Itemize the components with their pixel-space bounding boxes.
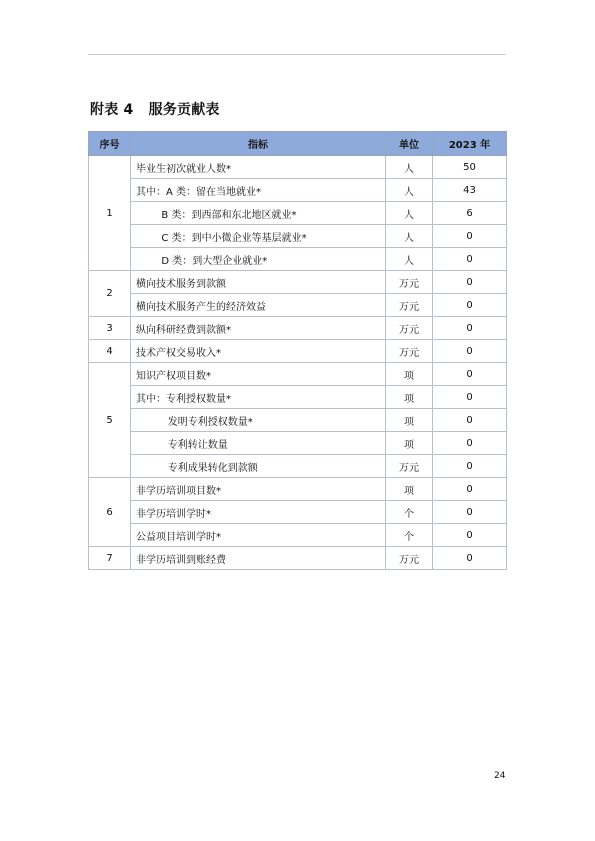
table-row [89,340,507,363]
row-number: 4 [89,340,131,363]
unit-cell: 人 [386,156,433,179]
value-cell: 0 [433,386,507,409]
indicator-cell: 横向技术服务产生的经济效益 [131,294,386,317]
unit-cell: 项 [386,432,433,455]
indicator-cell: 其中：A 类：留在当地就业* [131,179,386,202]
value-cell: 0 [433,363,507,386]
indicator-cell: 专利成果转化到款额 [131,455,386,478]
indicator-cell: 其中：专利授权数量* [131,386,386,409]
value-cell: 50 [433,156,507,179]
unit-cell: 万元 [386,271,433,294]
indicator-cell: 毕业生初次就业人数* [131,156,386,179]
indicator-cell: 非学历培训到账经费 [131,547,386,570]
service-contribution-table [88,131,507,570]
table-row [89,455,507,478]
unit-cell: 人 [386,225,433,248]
value-cell: 0 [433,294,507,317]
value-cell: 0 [433,547,507,570]
indicator-cell: 专利转让数量 [131,432,386,455]
table-header-row [89,132,507,156]
unit-cell: 个 [386,501,433,524]
indicator-cell: 横向技术服务到款额 [131,271,386,294]
unit-cell: 人 [386,179,433,202]
unit-cell: 人 [386,248,433,271]
table-row [89,225,507,248]
indicator-cell: 知识产权项目数* [131,363,386,386]
unit-cell: 人 [386,202,433,225]
value-cell: 0 [433,317,507,340]
indicator-cell: 纵向科研经费到款额* [131,317,386,340]
table-row [89,409,507,432]
row-number: 2 [89,271,131,317]
indicator-cell: 非学历培训项目数* [131,478,386,501]
table-row [89,386,507,409]
unit-cell: 项 [386,386,433,409]
row-number: 1 [89,156,131,271]
page-number: 24 [494,771,506,781]
unit-cell: 万元 [386,294,433,317]
unit-cell: 万元 [386,455,433,478]
table-title: 附表 4 服务贡献表 [90,102,220,118]
header-num: 序号 [89,132,131,156]
header-unit: 单位 [386,132,433,156]
value-cell: 6 [433,202,507,225]
unit-cell: 个 [386,524,433,547]
table-row [89,156,507,179]
indicator-cell: C 类：到中小微企业等基层就业* [131,225,386,248]
table-row [89,271,507,294]
table-row [89,432,507,455]
table-row [89,202,507,225]
indicator-cell: 技术产权交易收入* [131,340,386,363]
value-cell: 0 [433,524,507,547]
value-cell: 0 [433,271,507,294]
table-row [89,501,507,524]
unit-cell: 万元 [386,547,433,570]
unit-cell: 项 [386,363,433,386]
indicator-cell: B 类：到西部和东北地区就业* [131,202,386,225]
table-row [89,524,507,547]
table-row [89,294,507,317]
value-cell: 0 [433,409,507,432]
unit-cell: 项 [386,478,433,501]
value-cell: 0 [433,455,507,478]
indicator-cell: 非学历培训学时* [131,501,386,524]
row-number: 7 [89,547,131,570]
table-row [89,179,507,202]
value-cell: 0 [433,248,507,271]
indicator-cell: 发明专利授权数量* [131,409,386,432]
table-row [89,547,507,570]
table-row [89,317,507,340]
unit-cell: 万元 [386,340,433,363]
table-row [89,478,507,501]
table-row [89,248,507,271]
value-cell: 0 [433,225,507,248]
value-cell: 0 [433,501,507,524]
header-rule [88,54,506,55]
unit-cell: 项 [386,409,433,432]
table-row [89,363,507,386]
row-number: 5 [89,363,131,478]
table-body [89,156,507,570]
value-cell: 0 [433,478,507,501]
value-cell: 0 [433,340,507,363]
indicator-cell: D 类：到大型企业就业* [131,248,386,271]
indicator-cell: 公益项目培训学时* [131,524,386,547]
value-cell: 0 [433,432,507,455]
row-number: 6 [89,478,131,547]
value-cell: 43 [433,179,507,202]
header-item: 指标 [131,132,386,156]
unit-cell: 万元 [386,317,433,340]
row-number: 3 [89,317,131,340]
header-value: 2023 年 [433,132,507,156]
